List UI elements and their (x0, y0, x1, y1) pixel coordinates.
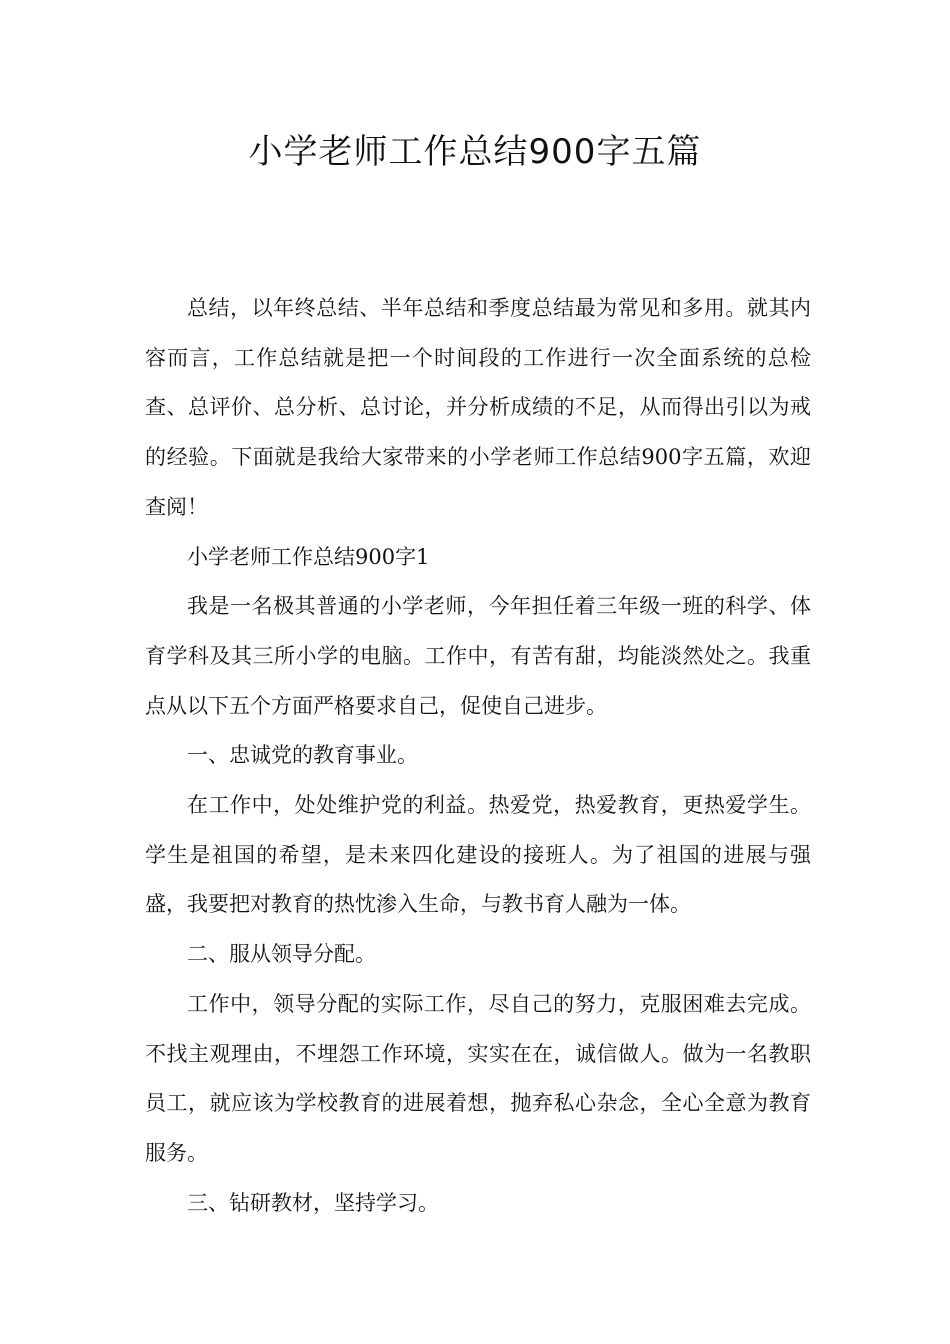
document-title: 小学老师工作总结900字五篇 (248, 132, 702, 172)
subheading-1: 一、忠诚党的教育事业。 (187, 743, 418, 768)
paragraph: 工作中，领导分配的实际工作，尽自己的努力，克服困难去完成。不找主观理由，不埋怨工作环境，实实在在，诚信做人。做为一名教职员工，就应该为学校教育的进展着想，抛弃私心杂念，全心全意为教育服务。 (145, 991, 811, 1165)
subheading-2: 二、服从领导分配。 (187, 942, 376, 967)
subheading-3: 三、钻研教材，坚持学习。 (187, 1190, 439, 1215)
section-heading-1: 小学老师工作总结900字1 (187, 544, 430, 569)
intro-paragraph: 总结，以年终总结、半年总结和季度总结最为常见和多用。就其内容而言，工作总结就是把一个时间段的工作进行一次全面系统的总检查、总评价、总分析、总讨论，并分析成绩的不足，从而得出引以为戒的经验。下面就是我给大家带来的小学老师工作总结900字五篇，欢迎查阅！ (145, 296, 811, 519)
paragraph: 在工作中，处处维护党的利益。热爱党，热爱教育，更热爱学生。学生是祖国的希望，是未来四化建设的接班人。为了祖国的进展与强盛，我要把对教育的热忱渗入生命，与教书育人融为一体。 (145, 793, 811, 917)
paragraph: 我是一名极其普通的小学老师，今年担任着三年级一班的科学、体育学科及其三所小学的电脑。工作中，有苦有甜，均能淡然处之。我重点从以下五个方面严格要求自己，促使自己进步。 (145, 594, 811, 718)
document-body (145, 284, 811, 1228)
